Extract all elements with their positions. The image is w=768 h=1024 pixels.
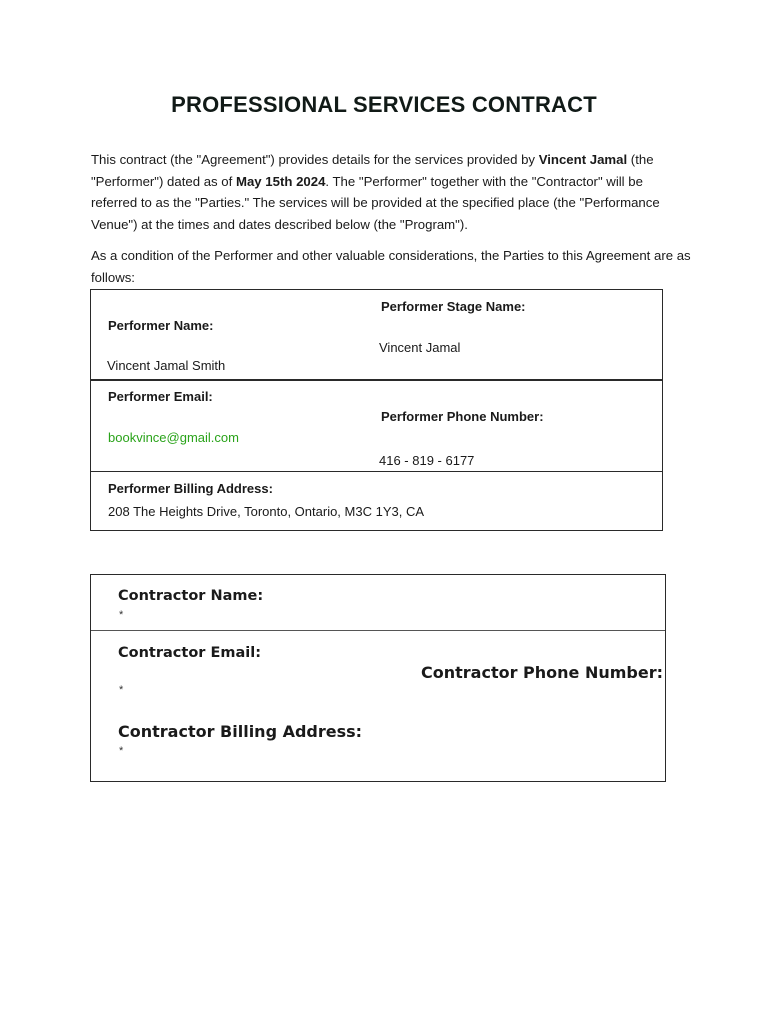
intro-text-3: . The "Performer" together with the "Contractor" will be referred to as the "Parties." The services will be provided at the specified place (the "Performance Venue") at the times and dates described below (the "Program"). — [91, 173, 660, 232]
contractor-email-label: Contractor Email: — [118, 645, 262, 661]
intro-paragraph — [91, 149, 691, 235]
performer-stage-name-label: Performer Stage Name: — [381, 299, 526, 314]
contractor-name-label: Contractor Name: — [118, 588, 264, 604]
performer-billing-value: 208 The Heights Drive, Toronto, Ontario, M3C 1Y3, CA — [108, 504, 425, 519]
intro-performer-name: Vincent Jamal — [538, 152, 628, 167]
contractor-phone-label: Contractor Phone Number: — [421, 663, 664, 682]
row-divider — [91, 379, 662, 381]
performer-phone-label: Performer Phone Number: — [381, 409, 544, 424]
intro-text-1: This contract (the "Agreement") provides details for the services provided by — [91, 152, 539, 167]
performer-billing-label: Performer Billing Address: — [108, 481, 273, 496]
performer-email-link[interactable]: bookvince@gmail.com — [108, 430, 239, 445]
intro-text-2: (the "Performer") dated as of — [91, 152, 654, 189]
contractor-email-value[interactable]: * — [119, 684, 124, 696]
contractor-name-value[interactable]: * — [119, 609, 124, 621]
contractor-details-table — [90, 574, 666, 782]
performer-name-value: Vincent Jamal Smith — [107, 358, 226, 373]
performer-phone-value: 416 - 819 - 6177 — [379, 453, 475, 468]
contractor-billing-label: Contractor Billing Address: — [118, 722, 363, 741]
intro-date: May 15th 2024 — [235, 173, 326, 189]
performer-details-table — [90, 289, 663, 531]
contractor-billing-value[interactable]: * — [119, 745, 124, 757]
condition-paragraph: As a condition of the Performer and other valuable considerations, the Parties to this Agreement are as follows: — [91, 248, 691, 285]
performer-email-label: Performer Email: — [108, 389, 213, 404]
row-divider — [91, 471, 662, 472]
performer-name-label: Performer Name: — [108, 318, 214, 333]
page-title: PROFESSIONAL SERVICES CONTRACT — [171, 92, 597, 117]
performer-stage-name-value: Vincent Jamal — [379, 340, 461, 355]
row-divider — [91, 630, 665, 631]
